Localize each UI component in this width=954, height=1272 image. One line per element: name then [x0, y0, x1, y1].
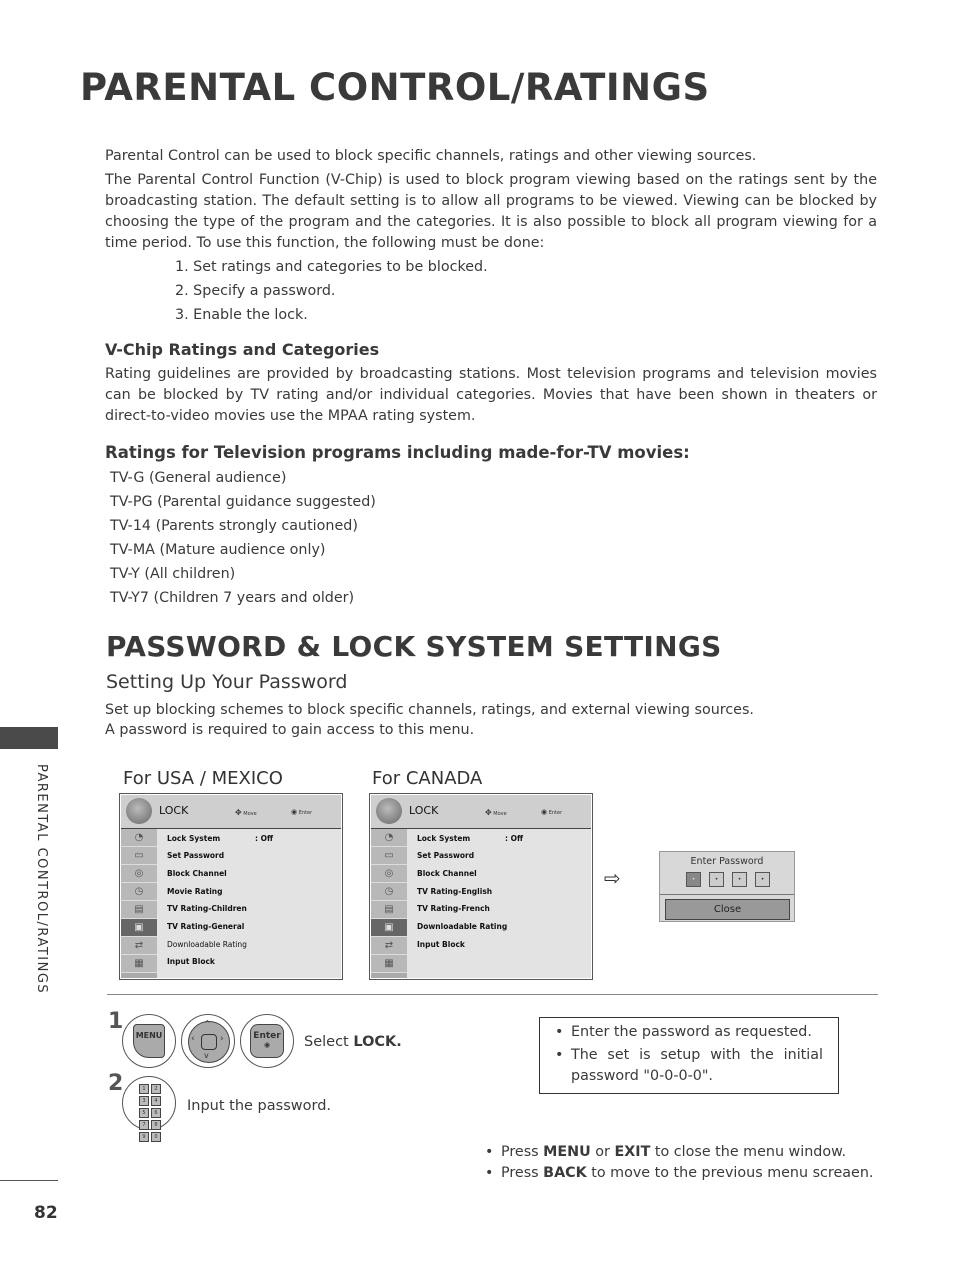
password-digit-4[interactable]: • [755, 872, 770, 887]
lock-category-icon[interactable]: ▣ [371, 919, 407, 937]
menu-item-lock-system[interactable]: Lock System : Off [167, 834, 274, 843]
move-arrows-icon: ✥ [235, 808, 242, 817]
move-hint: ✥ Move [235, 808, 257, 817]
divider [107, 994, 878, 995]
divider [0, 1180, 58, 1181]
chevron-down-icon: v [204, 1051, 209, 1060]
menu-item-tv-rating-english[interactable]: TV Rating-English [417, 887, 493, 896]
setup-icon[interactable]: ◔ [371, 829, 407, 847]
menu-item-downloadable-rating[interactable]: Downloadable Rating [417, 922, 508, 931]
note-item: • The set is setup with the initial password "0-0-0-0". [553, 1045, 823, 1087]
osd-category-icons [371, 829, 407, 978]
tv-rating-item: TV-Y (All children) [110, 566, 236, 582]
lock-system-value: : Off [255, 834, 274, 843]
audio-icon[interactable]: ◎ [121, 865, 157, 883]
note-item: • Enter the password as requested. [553, 1022, 823, 1043]
lock-category-icon[interactable]: ▣ [121, 919, 157, 937]
picture-icon[interactable]: ▭ [121, 847, 157, 865]
step-1-number: 1 [108, 1009, 124, 1034]
osd-menu-list [407, 829, 591, 978]
tv-rating-item: TV-PG (Parental guidance suggested) [110, 494, 376, 510]
enter-button-illustration [240, 1014, 294, 1068]
password-digit-2[interactable]: • [709, 872, 724, 887]
keypad-key: 4 [151, 1096, 161, 1106]
usa-mexico-label: For USA / MEXICO [123, 768, 283, 789]
password-section-title: PASSWORD & LOCK SYSTEM SETTINGS [106, 630, 722, 663]
menu-item-tv-rating-french[interactable]: TV Rating-French [417, 904, 490, 913]
chevron-up-icon: ^ [204, 1019, 211, 1028]
menu-item-set-password[interactable]: Set Password [417, 851, 475, 860]
enter-password-dialog [659, 851, 795, 922]
keypad-key: 0 [151, 1132, 161, 1142]
step-1-text: Select LOCK. [304, 1034, 402, 1050]
keypad-illustration [122, 1076, 176, 1140]
lock-system-value: : Off [505, 834, 524, 843]
keypad-key: 2 [151, 1084, 161, 1094]
dialog-title: Enter Password [690, 856, 764, 867]
osd-header [121, 795, 341, 829]
keypad-key: 3 [139, 1096, 149, 1106]
intro-step-3: 3. Enable the lock. [175, 307, 308, 323]
divider [660, 894, 794, 895]
menu-item-set-password[interactable]: Set Password [167, 851, 225, 860]
intro-step-1: 1. Set ratings and categories to be blocked. [175, 259, 488, 275]
password-line-2: A password is required to gain access to this menu. [105, 722, 475, 738]
keypad-key: 6 [151, 1108, 161, 1118]
chevron-right-icon: › [220, 1034, 224, 1044]
tv-rating-item: TV-MA (Mature audience only) [110, 542, 326, 558]
step-2-number: 2 [108, 1071, 124, 1096]
tv-rating-item: TV-14 (Parents strongly cautioned) [110, 518, 358, 534]
password-line-1: Set up blocking schemes to block specific channels, ratings, and external viewing sources. [105, 702, 754, 718]
menu-key: MENU [133, 1024, 165, 1058]
close-button[interactable]: Close [665, 899, 790, 920]
keypad-key: 9 [139, 1132, 149, 1142]
menu-item-block-channel[interactable]: Block Channel [167, 869, 227, 878]
canada-label: For CANADA [372, 768, 483, 789]
menu-item-lock-system[interactable]: Lock System : Off [417, 834, 524, 843]
menu-item-block-channel[interactable]: Block Channel [417, 869, 477, 878]
enter-dot-icon: ◉ [291, 808, 298, 816]
keypad-key: 7 [139, 1120, 149, 1130]
move-arrows-icon: ✥ [485, 808, 492, 817]
osd-menu-list [157, 829, 341, 978]
footer-note-menu-exit: • Press MENU or EXIT to close the menu window. [483, 1142, 873, 1163]
keypad-key: 8 [151, 1120, 161, 1130]
password-digit-1[interactable]: • [686, 872, 701, 887]
enter-dot-icon: ◉ [541, 808, 548, 816]
option-icon[interactable]: ▤ [121, 901, 157, 919]
menu-item-input-block[interactable]: Input Block [167, 957, 215, 966]
side-section-label: PARENTAL CONTROL/RATINGS [34, 764, 49, 995]
canada-lock-menu [369, 793, 593, 980]
chevron-left-icon: ‹ [191, 1034, 195, 1044]
ok-key [201, 1034, 217, 1050]
password-note-box [539, 1017, 839, 1094]
enter-hint: ◉ Enter [291, 808, 313, 816]
page-title: PARENTAL CONTROL/RATINGS [80, 66, 710, 109]
menu-item-tv-rating-children[interactable]: TV Rating-Children [167, 904, 247, 913]
keypad-key: 1 [139, 1084, 149, 1094]
password-subtitle: Setting Up Your Password [106, 671, 348, 693]
tv-ratings-heading: Ratings for Television programs including made-for-TV movies: [105, 443, 690, 462]
option-icon[interactable]: ▤ [371, 901, 407, 919]
menu-button-illustration [122, 1014, 176, 1068]
enter-key: Enter ◉ [250, 1024, 284, 1058]
enter-dot-icon: ◉ [263, 1041, 271, 1049]
menu-item-input-block[interactable]: Input Block [417, 940, 465, 949]
page-number: 82 [34, 1203, 58, 1223]
vchip-text: Rating guidelines are provided by broadcasting stations. Most television programs and television movies can be blocked by TV rating and/or individual categories. Movies that have been shown in theaters or direct-to-video movies use the MPAA rating system. [105, 366, 877, 424]
input-icon[interactable]: ⇄ [371, 937, 407, 955]
audio-icon[interactable]: ◎ [371, 865, 407, 883]
arrow-right-icon: ⇨ [604, 866, 621, 890]
intro-step-2: 2. Specify a password. [175, 283, 336, 299]
time-icon[interactable]: ◷ [371, 883, 407, 901]
media-icon[interactable]: ▦ [121, 955, 157, 973]
lock-icon [126, 798, 152, 824]
footer-note-back: • Press BACK to move to the previous menu screaen. [483, 1163, 873, 1184]
usa-lock-menu [119, 793, 343, 980]
osd-header [371, 795, 591, 829]
password-digit-3[interactable]: • [732, 872, 747, 887]
number-keypad [134, 1084, 166, 1142]
menu-item-downloadable-rating[interactable]: Downloadable Rating [167, 940, 247, 949]
osd-title: LOCK [409, 804, 439, 817]
section-tab-marker [0, 727, 58, 749]
time-icon[interactable]: ◷ [121, 883, 157, 901]
setup-icon[interactable]: ◔ [121, 829, 157, 847]
keypad-key: 5 [139, 1108, 149, 1118]
nav-pad-illustration [181, 1014, 235, 1068]
input-icon[interactable]: ⇄ [121, 937, 157, 955]
tv-rating-item: TV-Y7 (Children 7 years and older) [110, 590, 355, 606]
osd-category-icons [121, 829, 157, 978]
intro-paragraph-2: The Parental Control Function (V-Chip) is used to block program viewing based on the ratings sent by the broadcasting station. The default setting is to allow all programs to be viewed. Viewing can be blocked by choosing the type of the program and the categories. It is also possible to block all program viewing for a time period. To use this function, the following must be done: [105, 172, 877, 251]
picture-icon[interactable]: ▭ [371, 847, 407, 865]
menu-item-movie-rating[interactable]: Movie Rating [167, 887, 223, 896]
vchip-heading: V-Chip Ratings and Categories [105, 340, 380, 359]
media-icon[interactable]: ▦ [371, 955, 407, 973]
osd-title: LOCK [159, 804, 189, 817]
tv-rating-item: TV-G (General audience) [110, 470, 287, 486]
move-hint: ✥ Move [485, 808, 507, 817]
menu-item-tv-rating-general[interactable]: TV Rating-General [167, 922, 245, 931]
enter-hint: ◉ Enter [541, 808, 563, 816]
step-2-text: Input the password. [187, 1098, 332, 1114]
lock-icon [376, 798, 402, 824]
intro-paragraph-1: Parental Control can be used to block specific channels, ratings and other viewing sources. [105, 148, 757, 164]
